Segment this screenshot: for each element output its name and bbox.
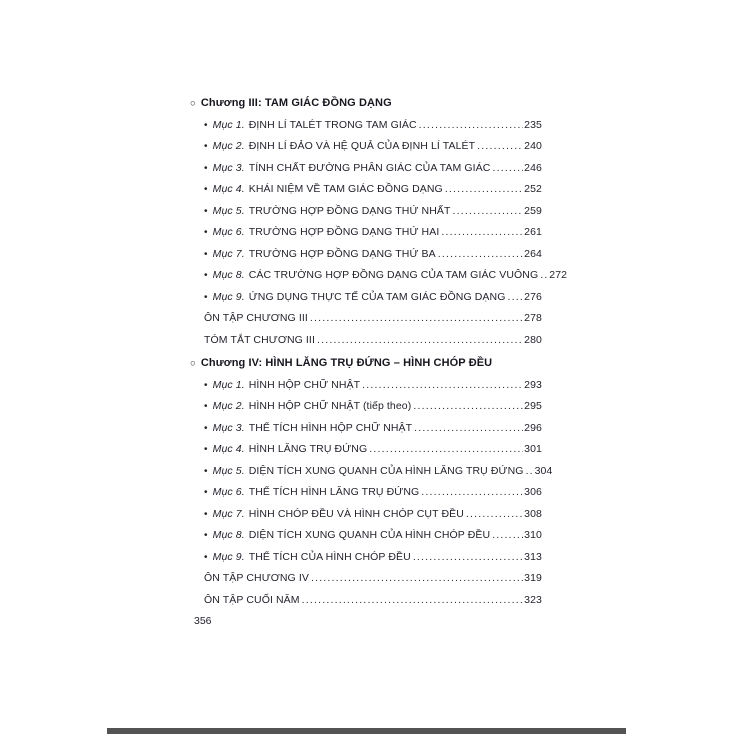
- dot-leader: [439, 222, 523, 244]
- toc-entry-title: ÔN TẬP CHƯƠNG III: [204, 312, 308, 324]
- entry-bullet-icon: •: [204, 119, 208, 131]
- dot-leader: [419, 482, 523, 504]
- entry-bullet-icon: •: [204, 291, 208, 303]
- toc-entry-page: 261: [524, 226, 542, 238]
- toc-entry: [190, 525, 542, 547]
- entry-bullet-icon: •: [204, 205, 208, 217]
- toc-entry-prefix: Mục 9.: [212, 290, 245, 303]
- toc-entry-page: 293: [524, 378, 542, 391]
- toc-entry-page: 246: [524, 161, 542, 174]
- entry-bullet-icon: •: [204, 401, 208, 412]
- toc-entry: [190, 308, 542, 330]
- toc-entry: [190, 136, 542, 158]
- dot-leader: [417, 115, 524, 137]
- chapter-section-3: [190, 93, 568, 351]
- entry-bullet-icon: •: [204, 379, 208, 391]
- dot-leader: [524, 461, 534, 483]
- toc-entry-title: TRƯỜNG HỢP ĐỒNG DẠNG THỨ BA: [248, 247, 436, 260]
- dot-leader: [436, 244, 523, 266]
- toc-entry-title: HÌNH HỘP CHỮ NHẬT (tiếp theo): [248, 400, 412, 412]
- toc-entry-title: HÌNH HỘP CHỮ NHẬT: [248, 378, 361, 391]
- dot-leader: [367, 439, 523, 461]
- dot-leader: [451, 201, 524, 223]
- toc-entry-page: 319: [524, 572, 542, 584]
- entry-bullet-icon: •: [204, 465, 208, 477]
- toc-entry-prefix: Mục 6.: [212, 486, 245, 498]
- toc-entry-title: TRƯỜNG HỢP ĐỒNG DẠNG THỨ NHẤT: [248, 204, 451, 217]
- toc-entry-title: HÌNH LĂNG TRỤ ĐỨNG: [248, 443, 368, 455]
- toc-entry-title: HÌNH CHÓP ĐỀU VÀ HÌNH CHÓP CỤT ĐỀU: [248, 507, 464, 520]
- toc-entry: [190, 287, 542, 309]
- toc-entry-prefix: Mục 6.: [212, 226, 245, 238]
- toc-entry-prefix: Mục 7.: [212, 247, 245, 260]
- toc-entry: [190, 568, 542, 590]
- dot-leader: [443, 179, 523, 201]
- dot-leader: [411, 547, 523, 569]
- toc-entry-prefix: Mục 1.: [212, 118, 245, 131]
- dot-leader: [411, 396, 523, 418]
- entry-bullet-icon: •: [204, 508, 208, 520]
- toc-entry: [190, 265, 568, 287]
- dot-leader: [490, 525, 523, 547]
- toc-entry-page: 306: [524, 486, 542, 498]
- toc-entry: [190, 482, 542, 504]
- chapter-section-4: [190, 353, 553, 611]
- entry-bullet-icon: •: [204, 184, 208, 195]
- toc-entry-title: ỨNG DỤNG THỰC TẾ CỦA TAM GIÁC ĐỒNG DẠNG: [248, 290, 506, 303]
- footer-page-number: 356: [194, 615, 212, 627]
- toc-entry-page: 308: [524, 507, 542, 520]
- toc-entry-title: TRƯỜNG HỢP ĐỒNG DẠNG THỨ HAI: [248, 226, 440, 238]
- dot-leader: [505, 287, 523, 309]
- entry-bullet-icon: •: [204, 422, 208, 434]
- toc-entry-page: 240: [524, 140, 542, 152]
- toc-entry-page: 264: [524, 247, 542, 260]
- entry-bullet-icon: •: [204, 141, 208, 152]
- toc-entry: [190, 418, 542, 440]
- entry-bullet-icon: •: [204, 530, 208, 541]
- book-edge-bar: [107, 728, 626, 734]
- toc-entry-title: TÍNH CHẤT ĐƯỜNG PHÂN GIÁC CỦA TAM GIÁC: [248, 161, 491, 174]
- toc-entry-title: DIỆN TÍCH XUNG QUANH CỦA HÌNH CHÓP ĐỀU: [248, 529, 491, 541]
- toc-entry: [190, 222, 542, 244]
- toc-entry-prefix: Mục 2.: [212, 140, 245, 152]
- chapter-heading-label: Chương IV: HÌNH LĂNG TRỤ ĐỨNG – HÌNH CHÓP ĐỀU: [200, 357, 493, 369]
- toc-entry-prefix: Mục 3.: [212, 421, 245, 434]
- chapter-heading-label: Chương III: TAM GIÁC ĐỒNG DẠNG: [200, 97, 392, 109]
- toc-entry-prefix: Mục 9.: [212, 550, 245, 563]
- toc-entry-page: 252: [524, 183, 542, 195]
- toc-entry: [190, 439, 542, 461]
- entry-bullet-icon: •: [204, 270, 208, 281]
- dot-leader: [360, 375, 523, 397]
- entry-bullet-icon: •: [204, 227, 208, 238]
- dot-leader: [412, 418, 523, 440]
- toc-entry-page: 235: [524, 118, 542, 131]
- toc-entry-title: THỂ TÍCH HÌNH HỘP CHỮ NHẬT: [248, 421, 413, 434]
- entry-bullet-icon: •: [204, 551, 208, 563]
- toc-entry: [190, 330, 542, 352]
- chapter-bullet-icon: ○: [190, 357, 196, 369]
- toc-entry-prefix: Mục 8.: [212, 529, 245, 541]
- entry-bullet-icon: •: [204, 248, 208, 260]
- dot-leader: [309, 568, 523, 590]
- toc-entry-prefix: Mục 1.: [212, 378, 245, 391]
- toc-entry: [190, 461, 553, 483]
- toc-entry-page: 313: [524, 550, 542, 563]
- toc-entry-page: 280: [524, 333, 542, 346]
- toc-entry: [190, 547, 542, 569]
- entry-bullet-icon: •: [204, 487, 208, 498]
- toc-entry-title: CÁC TRƯỜNG HỢP ĐỒNG DẠNG CỦA TAM GIÁC VUÔNG: [248, 269, 539, 281]
- toc-entry-title: ÔN TẬP CHƯƠNG IV: [204, 572, 309, 584]
- toc-entry-prefix: Mục 5.: [212, 464, 245, 477]
- dot-leader: [315, 330, 523, 352]
- chapter-heading: [190, 93, 542, 115]
- toc-entry-prefix: Mục 3.: [212, 161, 245, 174]
- toc-entry-page: 278: [524, 312, 542, 324]
- dot-leader: [308, 308, 523, 330]
- toc-entry-page: 296: [524, 421, 542, 434]
- toc-entry: [190, 115, 542, 137]
- toc-entry-title: THỂ TÍCH CỦA HÌNH CHÓP ĐỀU: [248, 550, 411, 563]
- toc-entry-page: 276: [524, 290, 542, 303]
- chapter-bullet-icon: ○: [190, 97, 196, 109]
- toc-entry-title: KHÁI NIỆM VỀ TAM GIÁC ĐỒNG DẠNG: [248, 183, 443, 195]
- toc-entry-prefix: Mục 8.: [212, 269, 245, 281]
- chapter-heading: [190, 353, 542, 375]
- toc-entry: [190, 504, 542, 526]
- table-of-contents: [190, 93, 568, 611]
- toc-entry-page: 301: [524, 443, 542, 455]
- toc-entry: [190, 201, 542, 223]
- toc-entry-title: ÔN TẬP CUỐI NĂM: [204, 593, 300, 606]
- toc-entry-title: THỂ TÍCH HÌNH LĂNG TRỤ ĐỨNG: [248, 486, 420, 498]
- dot-leader: [475, 136, 523, 158]
- toc-entry: [190, 179, 542, 201]
- toc-entry: [190, 590, 542, 612]
- toc-entry-prefix: Mục 2.: [212, 400, 245, 412]
- toc-entry-page: 304: [534, 464, 553, 477]
- toc-entry-page: 310: [524, 529, 542, 541]
- toc-entry-prefix: Mục 7.: [212, 507, 245, 520]
- toc-entry: [190, 158, 542, 180]
- toc-entry-prefix: Mục 4.: [212, 443, 245, 455]
- toc-entry-title: ĐỊNH LÍ TALÉT TRONG TAM GIÁC: [248, 118, 417, 131]
- toc-entry-title: DIỆN TÍCH XUNG QUANH CỦA HÌNH LĂNG TRỤ ĐỨNG: [248, 464, 524, 477]
- toc-entry-prefix: Mục 5.: [212, 204, 245, 217]
- toc-entry-title: ĐỊNH LÍ ĐẢO VÀ HỆ QUẢ CỦA ĐỊNH LÍ TALÉT: [248, 140, 476, 152]
- toc-entry: [190, 396, 542, 418]
- toc-entry-page: 295: [524, 400, 542, 412]
- dot-leader: [538, 265, 548, 287]
- toc-entry-page: 259: [524, 204, 542, 217]
- entry-bullet-icon: •: [204, 162, 208, 174]
- toc-entry: [190, 244, 542, 266]
- toc-entry: [190, 375, 542, 397]
- toc-entry-prefix: Mục 4.: [212, 183, 245, 195]
- entry-bullet-icon: •: [204, 444, 208, 455]
- toc-entry-page: 272: [549, 269, 568, 281]
- toc-entry-page: 323: [524, 593, 542, 606]
- dot-leader: [300, 590, 524, 612]
- dot-leader: [464, 504, 523, 526]
- toc-entry-title: TÓM TẮT CHƯƠNG III: [204, 333, 315, 346]
- dot-leader: [490, 158, 523, 180]
